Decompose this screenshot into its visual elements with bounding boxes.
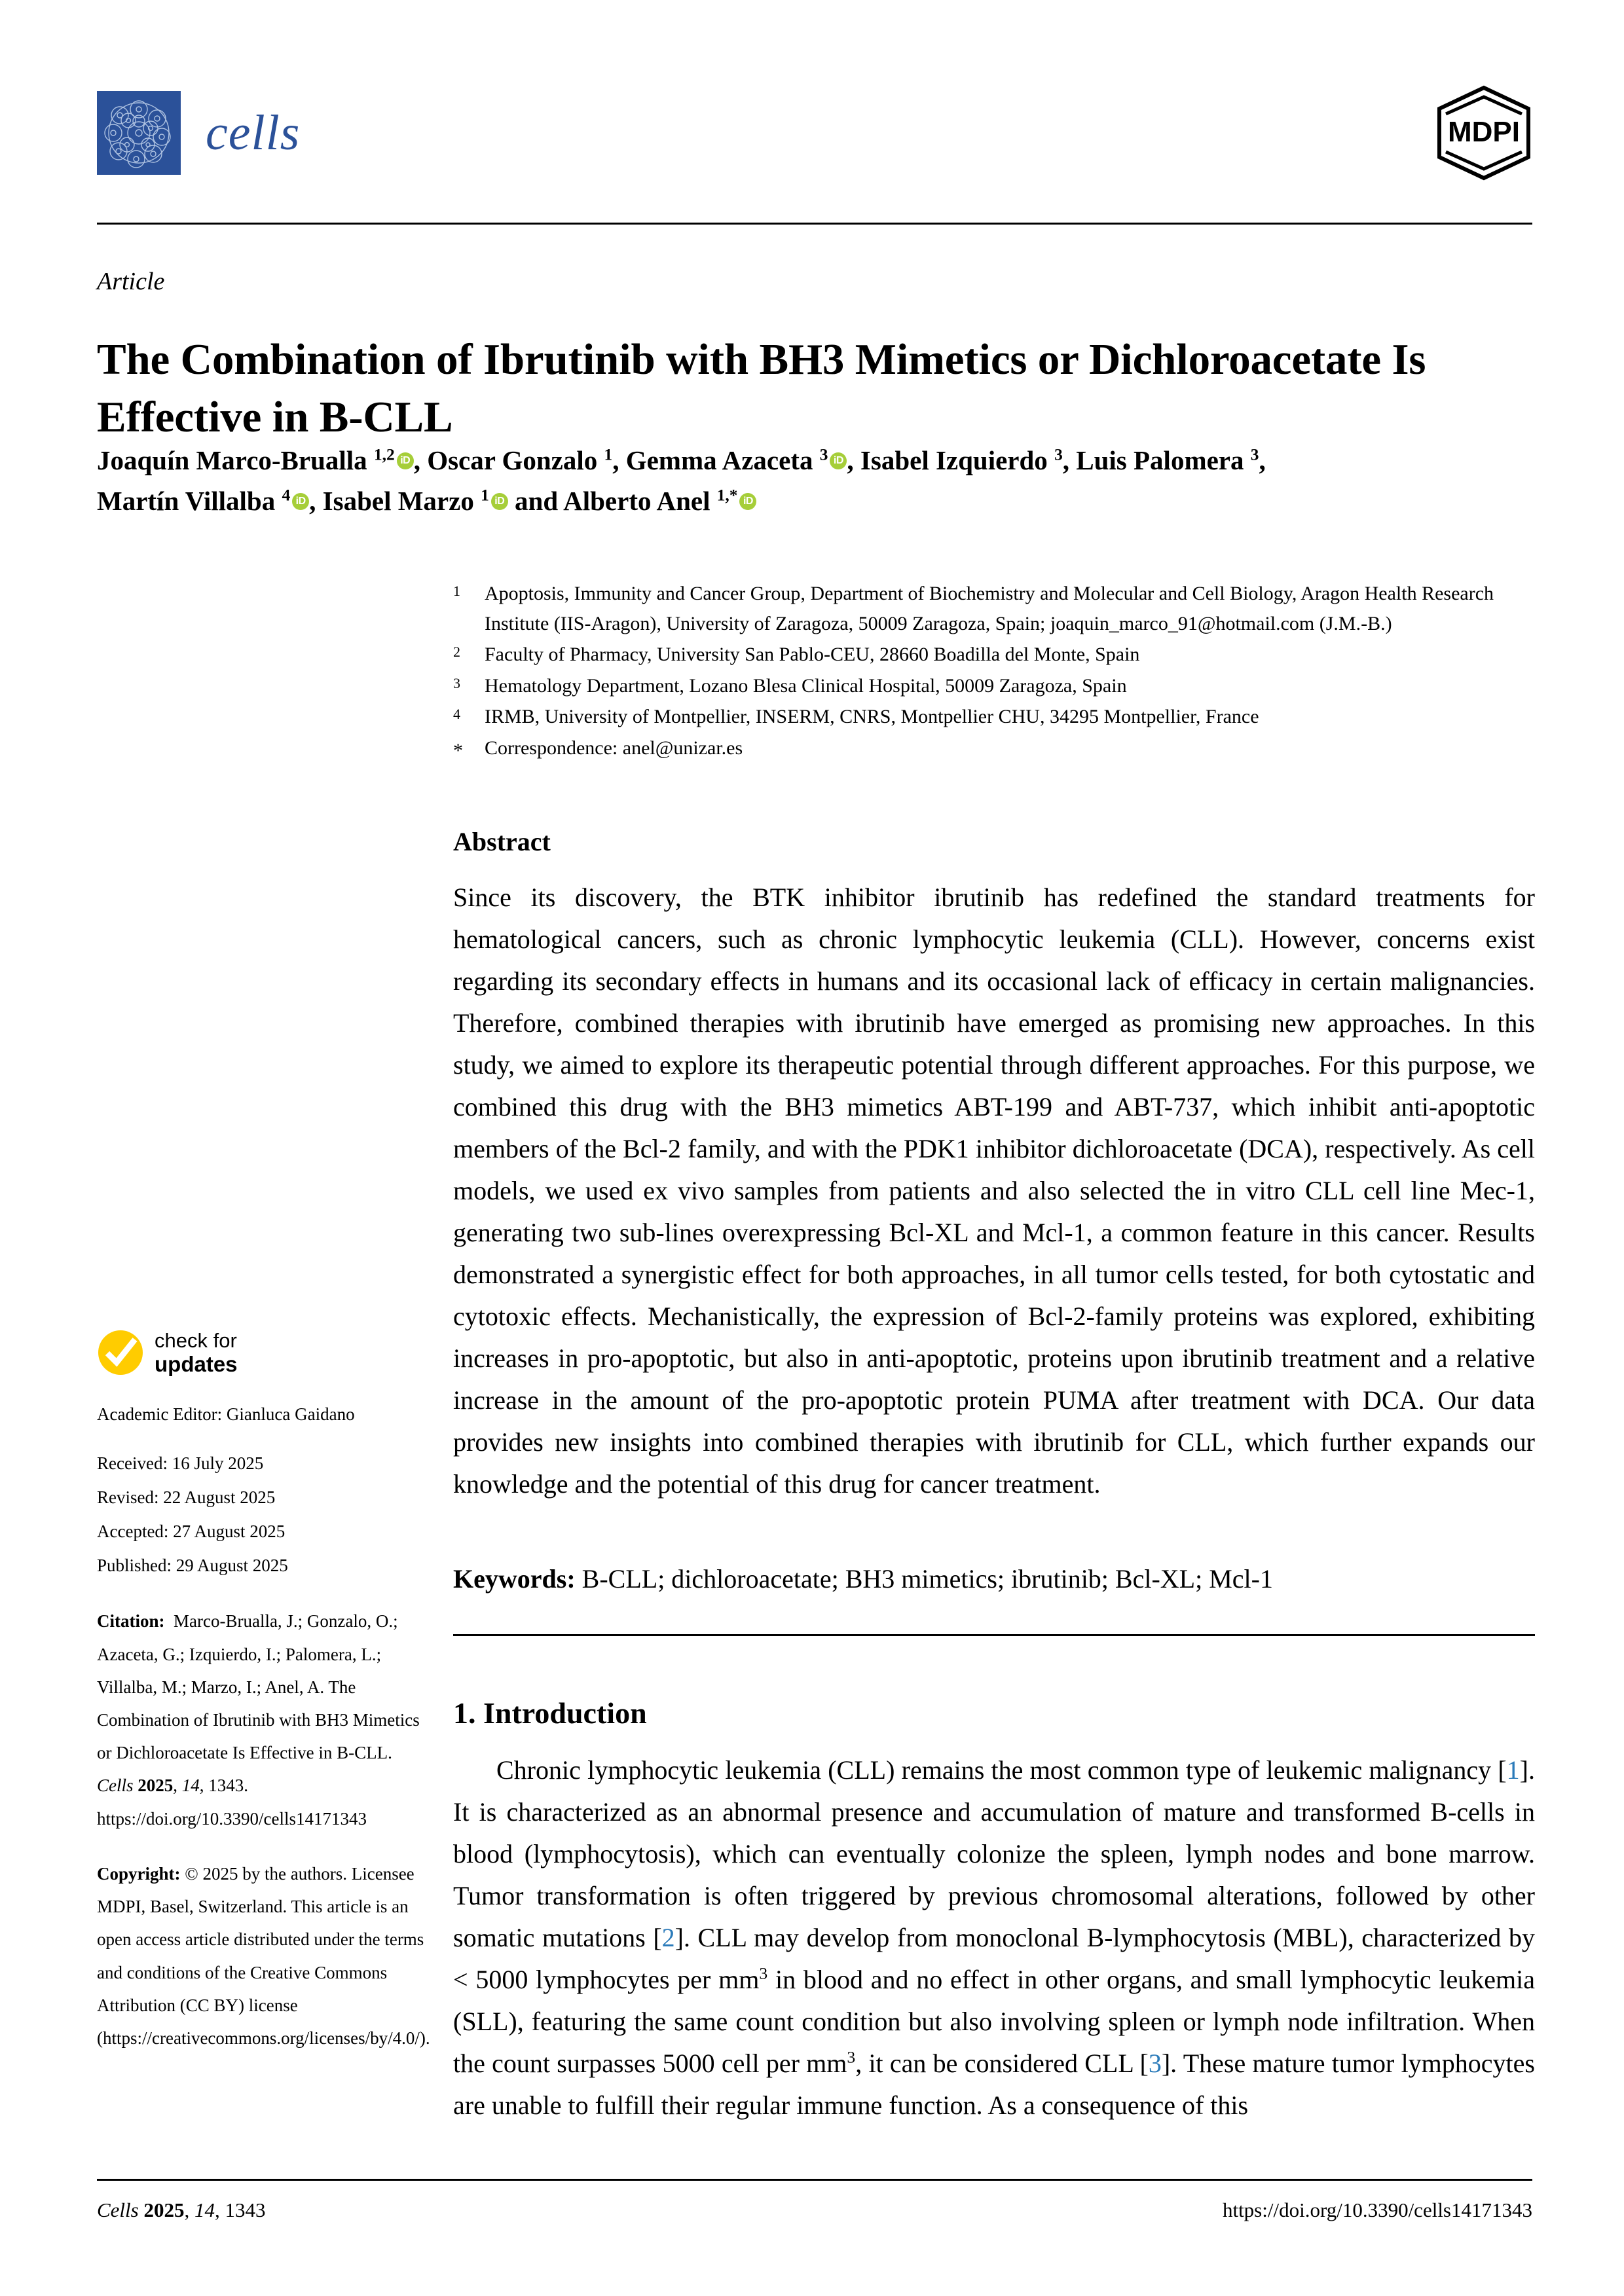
affiliation-marker: 3: [453, 674, 460, 691]
affiliation-marker: 2: [453, 644, 460, 661]
citation-block: Citation: Marco-Brualla, J.; Gonzalo, O.; Azaceta, G.; Izquierdo, I.; Palomera, L.; Villalba, M.; Marzo, I.; Anel, A. The Combination of Ibrutinib with BH3 Mimetics or Dichloroacetate Is Effective in B-CLL. Cells 2025, 14, 1343. https://doi.org/10.3390/cells14171343: [97, 1611, 420, 1829]
journal-brand: [97, 91, 300, 175]
correspondence-text: Correspondence: anel@unizar.es: [485, 737, 743, 759]
affiliation-item: [453, 671, 1507, 701]
sidebar: [97, 1329, 430, 2054]
yellow-checkmark-icon: [97, 1329, 144, 1376]
mdpi-logo: [1435, 84, 1532, 182]
correspondence-item: [453, 733, 1507, 766]
author-line-2: Martín Villalba $^4$ iD , Isabel Marzo $^1$ iD and Alberto Anel $^{1,*}$ iD: [97, 481, 1505, 521]
affiliation-text: Apoptosis, Immunity and Cancer Group, Department of Biochemistry and Molecular and Cell Biology, Aragon Health Research Institute (IIS-Aragon), University of Zaragoza, 50009 Zaragoza, Spain; joaquin_marco_91@hotmail.com (J.M.-B.): [485, 583, 1494, 634]
correspondence-marker: *: [453, 739, 463, 761]
introduction-paragraph: Chronic lymphocytic leukemia (CLL) remains the most common type of leukemic malignancy [1]. It is characterized as an abnormal presence and accumulation of mature and transformed B-cells in blood (lymphocytosis), which can eventually colonize the spleen, lymph nodes and bone marrow. Tumor transformation is often triggered by previous chromosomal alterations, followed by other somatic mutations [2]. CLL may develop from monoclonal B-lymphocytosis (MBL), characterized by < 5000 lymphocytes per $mm^3$ in blood and no effect in other organs, and small lymphocytic leukemia (SLL), featuring the same count condition but also involving spleen or lymph node infiltration. When the count surpasses 5000 cell per $mm^3$, it can be considered CLL [3]. These mature tumor lymphocytes are unable to fulfill their regular immune function. As a consequence of this: [453, 1755, 1535, 2120]
affiliation-text: Faculty of Pharmacy, University San Pablo-CEU, 28660 Boadilla del Monte, Spain: [485, 644, 1140, 666]
date-revised: Revised: 22 August 2025: [97, 1487, 276, 1507]
keywords-value: B-CLL; dichloroacetate; BH3 mimetics; ibrutinib; Bcl-XL; Mcl-1: [581, 1564, 1273, 1594]
affiliation-marker: 1: [453, 583, 460, 599]
cfu-line-2: updates: [155, 1352, 238, 1377]
masthead: [97, 77, 1532, 189]
article-type-label: Article: [97, 268, 165, 295]
page-footer: [97, 2198, 1532, 2222]
affiliation-item: [453, 640, 1507, 670]
footer-divider: [97, 2179, 1532, 2181]
check-for-updates-text: [155, 1329, 238, 1377]
affiliation-item: [453, 579, 1507, 638]
cfu-line-1: check for: [155, 1329, 237, 1352]
affiliation-text: IRMB, University of Montpellier, INSERM, CNRS, Montpellier CHU, 34295 Montpellier, France: [485, 706, 1259, 728]
abstract-text: Since its discovery, the BTK inhibitor ibrutinib has redefined the standard treatments for hematological cancers, such as chronic lymphocytic leukemia (CLL). However, concerns exist regarding its secondary effects in humans and its occasional lack of efficacy in certain malignancies. Therefore, combined therapies with ibrutinib have emerged as promising new approaches. In this study, we aimed to explore its therapeutic potential through different approaches. For this purpose, we combined this drug with the BH3 mimetics ABT-199 and ABT-737, which inhibit anti-apoptotic members of the Bcl-2 family, and with the PDK1 inhibitor dichloroacetate (DCA), respectively. As cell models, we used ex vivo samples from patients and also selected the in vitro CLL cell line Mec-1, generating two sub-lines overexpressing Bcl-XL and Mcl-1, a common feature in this cancer. Results demonstrated a synergistic effect for both approaches, in all tumor cells tested, for both cytostatic and cytotoxic effects. Mechanistically, the expression of Bcl-2-family proteins was explored, exhibiting increases in pro-apoptotic, but also in anti-apoptotic, proteins upon ibrutinib treatment and a relative increase in the amount of the pro-apoptotic protein PUMA after treatment with DCA. Our data provides new insights into combined therapies with ibrutinib for CLL, which further expands our knowledge and the potential of this drug for cancer treatment.: [453, 883, 1535, 1499]
journal-title: cells: [206, 105, 301, 160]
section-heading-introduction: 1. Introduction: [453, 1696, 647, 1730]
keywords-label: Keywords:: [453, 1564, 576, 1594]
date-published: Published: 29 August 2025: [97, 1555, 288, 1575]
check-for-updates-badge[interactable]: [97, 1329, 424, 1377]
affiliation-marker: 4: [453, 706, 460, 723]
date-accepted: Accepted: 27 August 2025: [97, 1521, 286, 1541]
footer-doi[interactable]: https://doi.org/10.3390/cells14171343: [1222, 2198, 1532, 2221]
keywords-line: [453, 1559, 1535, 1599]
author-line-1: Joaquín Marco-Brualla $^{1,2}$ iD , Oscar Gonzalo $^1$, Gemma Azaceta $^3$ iD , Isabel Izquierdo $^3$, Luis Palomera $^3$,: [97, 445, 1266, 475]
affiliation-text: Hematology Department, Lozano Blesa Clinical Hospital, 50009 Zaragoza, Spain: [485, 674, 1127, 697]
academic-editor: Academic Editor: Gianluca Gaidano: [97, 1404, 355, 1424]
cell-cluster-icon: [97, 91, 181, 175]
footer-citation: Cells 2025, 14, 1343: [97, 2198, 266, 2221]
svg-text:MDPI: MDPI: [1448, 116, 1520, 148]
page-title: The Combination of Ibrutinib with BH3 Mimetics or Dichloroacetate Is Effective in B-CLL: [97, 335, 1426, 442]
affiliations-list: [453, 579, 1507, 767]
abstract-section: [453, 826, 1535, 1505]
introduction-divider: [453, 1634, 1535, 1636]
affiliation-item: [453, 702, 1507, 732]
abstract-heading: Abstract: [453, 827, 551, 856]
copyright-block: Copyright: © 2025 by the authors. Licensee MDPI, Basel, Switzerland. This article is an open access article distributed under the terms and conditions of the Creative Commons Attribution (CC BY) license (https://creativecommons.org/licenses/by/4.0/).: [97, 1863, 430, 2049]
author-list: [97, 440, 1505, 522]
date-received: Received: 16 July 2025: [97, 1453, 264, 1474]
header-divider: [97, 223, 1532, 225]
publication-dates: [97, 1447, 424, 1582]
